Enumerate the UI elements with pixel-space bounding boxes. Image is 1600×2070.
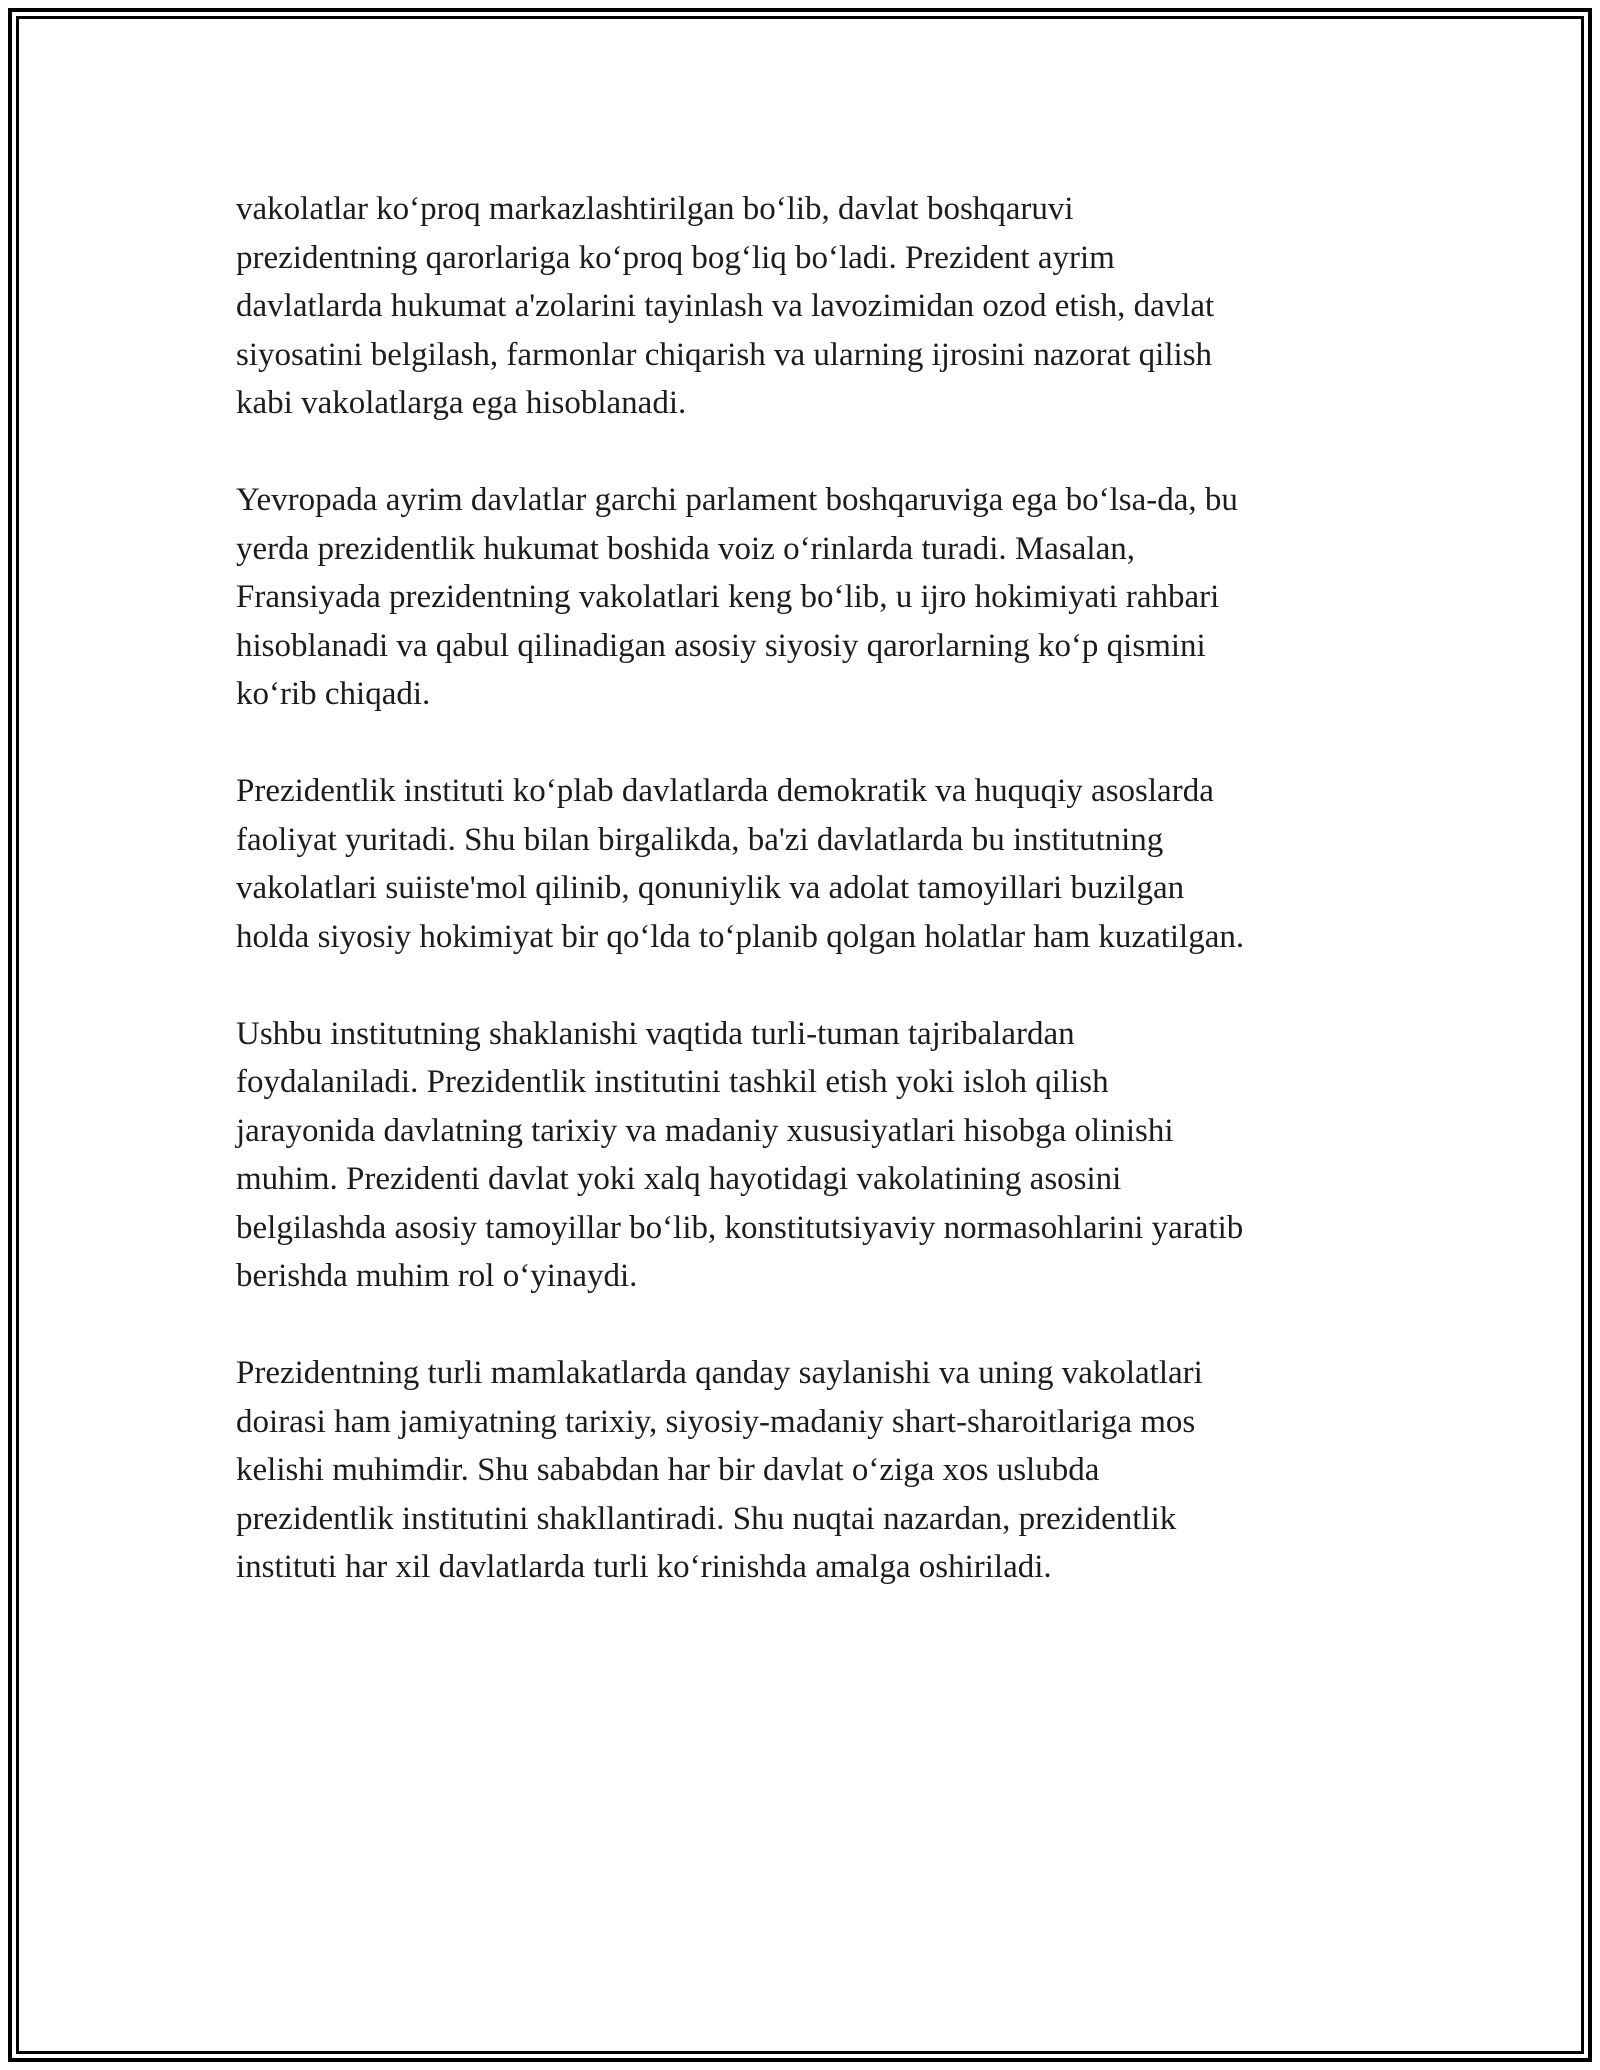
document-body xyxy=(236,185,1366,1640)
text-line: prezidentlik institutini shakllantiradi. Shu nuqtai nazardan, prezidentlik xyxy=(236,1500,1177,1537)
paragraph-3 xyxy=(236,767,1366,961)
text-line: Prezidentning turli mamlakatlarda qanday saylanishi va uning vakolatlari xyxy=(236,1355,1203,1391)
paragraph-1 xyxy=(236,185,1366,428)
text-line: foydalaniladi. Prezidentlik institutini tashkil etish yoki isloh qilish xyxy=(236,1064,1109,1100)
text-line: muhim. Prezidenti davlat yoki xalq hayotidagi vakolatining asosini xyxy=(236,1161,1122,1197)
text-line: siyosatini belgilash, farmonlar chiqarish va ularning ijrosini nazorat qilish xyxy=(236,336,1213,373)
text-line: kabi vakolatlarga ega hisoblanadi. xyxy=(236,385,687,421)
text-line: holda siyosiy hokimiyat bir qo‘lda to‘planib qolgan holatlar ham kuzatilgan. xyxy=(236,918,1245,955)
paragraph-2 xyxy=(236,476,1366,719)
text-line: Ushbu institutning shaklanishi vaqtida turli-tuman tajribalardan xyxy=(236,1015,1075,1052)
text-line: jarayonida davlatning tarixiy va madaniy xususiyatlari hisobga olinishi xyxy=(236,1112,1174,1149)
paragraph-4 xyxy=(236,1010,1366,1301)
text-line: Yevropada ayrim davlatlar garchi parlament boshqaruviga ega bo‘lsa-da, bu xyxy=(236,482,1238,518)
text-line: doirasi ham jamiyatning tarixiy, siyosiy-madaniy shart-sharoitlariga mos xyxy=(236,1403,1196,1440)
text-line: ko‘rib chiqadi. xyxy=(236,676,431,712)
text-line: kelishi muhimdir. Shu sababdan har bir davlat o‘ziga xos uslubda xyxy=(236,1452,1100,1488)
text-line: prezidentning qarorlariga ko‘proq bog‘liq bo‘ladi. Prezident ayrim xyxy=(236,239,1115,276)
text-line: vakolatlar ko‘proq markazlashtirilgan bo‘lib, davlat boshqaruvi xyxy=(236,191,1074,227)
text-line: yerda prezidentlik hukumat boshida voiz o‘rinlarda turadi. Masalan, xyxy=(236,530,1135,567)
text-line: hisoblanadi va qabul qilinadigan asosiy siyosiy qarorlarning ko‘p qismini xyxy=(236,627,1206,664)
text-line: berishda muhim rol o‘yinaydi. xyxy=(236,1258,638,1294)
text-line: vakolatlari suiiste'mol qilinib, qonuniylik va adolat tamoyillari buzilgan xyxy=(236,870,1185,906)
text-line: belgilashda asosiy tamoyillar bo‘lib, konstitutsiyaviy normasohlarini yaratib xyxy=(236,1209,1244,1246)
paragraph-5 xyxy=(236,1349,1366,1592)
text-line: davlatlarda hukumat a'zolarini tayinlash va lavozimidan ozod etish, davlat xyxy=(236,288,1215,324)
text-line: Fransiyada prezidentning vakolatlari keng bo‘lib, u ijro hokimiyati rahbari xyxy=(236,579,1220,615)
text-line: faoliyat yuritadi. Shu bilan birgalikda, ba'zi davlatlarda bu institutning xyxy=(236,821,1164,858)
text-line: Prezidentlik instituti ko‘plab davlatlarda demokratik va huquqiy asoslarda xyxy=(236,773,1214,809)
text-line: instituti har xil davlatlarda turli ko‘rinishda amalga oshiriladi. xyxy=(236,1549,1052,1585)
